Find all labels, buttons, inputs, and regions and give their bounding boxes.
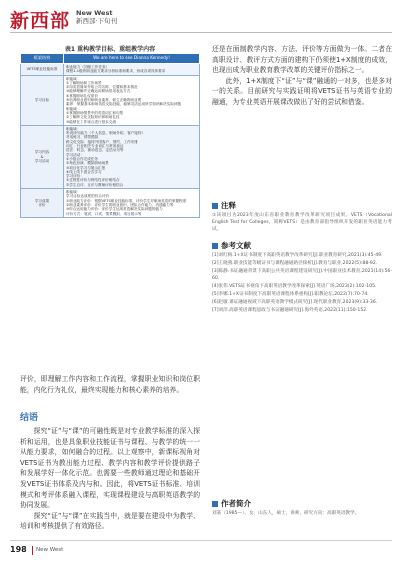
section-heading-conclusion: 结语: [20, 413, 39, 423]
table-row: [21, 64, 200, 76]
square-bullet-icon: [212, 501, 218, 507]
table-header-row: [21, 54, 200, 64]
author-bio: 刘某（1985—），女，山东人，硕士，讲师，研究方向：高职英语教学。: [212, 511, 360, 516]
table-cell-content: 职能域： 听说读写能力（个人信息、职场介绍、客户接待） 对话练习、情景模拟 跨文化交际：接待外国客户、预约、工作安排 词汇：行业相关专业词汇与常用表达 语法：时态、被动语态、定语从句等 学习活动： ①小组合作完成任务 ②角色扮演、模拟职场场景 ③项目化学习与展示汇报 ④线上线下混合式学习 学习评价： ①过程性评价与终结性评价相结合 ②学生自评、互评与教师评价相结合: [64, 125, 200, 188]
left-text-top: [20, 374, 200, 395]
magazine-name-cn: 新西部·下旬刊: [76, 17, 118, 25]
references-heading-text: 参考文献: [221, 241, 251, 250]
reference-item: [3]陈静.书证融通背景下高职公共英语课程建设研究[J].中国职业技术教育,2021(14):56-60.: [212, 269, 392, 281]
paragraph: 还是在面制教学内容、方法、评价等方面做为一体。二者在高职设计、教评方式方面的建构下仍须使1+X制度的成效，也现出成为职业教育教学改革的关键评价指标之一。: [212, 45, 392, 75]
curriculum-table: [20, 53, 200, 218]
page-header: [0, 0, 402, 34]
reference-item: [6]赵敏.课证融通视域下高职英语教学模式研究[J].现代职业教育,2023(9):33-36.: [212, 300, 378, 305]
table-cell-section: 学习内容 & 学习活动: [21, 125, 64, 188]
table-title: 表1 重构教学目标、重组教学内容: [64, 46, 156, 53]
footer-separator: [32, 546, 33, 555]
note-item: ①该项目为2023年度山东省职业教育教学改革研究项目成果。VETS（Vocational English Test for Colleges，简称VETS）是由教育部指导组织开发的职业英语能力考试。: [212, 213, 392, 232]
paragraph: 探究“证”与“课”的可融性既是对专业教学标准的深入探析和运用，也是具象职业技能证书与课程、与教学的统一一从能力要求，如何融合的过程。以上观察中，新课标视角对VETS证书为教出能力过程、教学内容和教学评价提供路子和发展学好一体化示范。也需要一些教师通过理论和基础开发VETS证书体系及内与和。因此，将VETS证书标准、培训模式和考评体系融入课程，实现课程建设与高职英语教学的协同发展。: [20, 427, 200, 510]
table-cell-content: 职业能力（初级工作任务） 课程1-1级的职业能力要求分析标准和要求，形成各项具体要求: [64, 64, 200, 76]
table-header-content: We are here to see Dianna Kennedy!: [64, 54, 200, 64]
table-cell-section: 学习目标: [21, 75, 64, 125]
footer-divider: [10, 540, 392, 541]
reference-item: [4]张伟.VETS证书视角下高职英语教学改革探索[J].英语广场,2023(2):102-105.: [212, 284, 377, 289]
square-bullet-icon: [212, 243, 218, 249]
reference-item: [7]刘洋.高职英语课程思政与书证融通研究[J].海外英语,2022(11):150-152.: [212, 308, 368, 313]
notes-heading-text: 注释: [221, 201, 236, 210]
page-number: 198: [10, 545, 27, 554]
left-text-body: [20, 426, 200, 532]
magazine-logo: 新西部: [10, 10, 71, 32]
table-cell-content: 职能域： ①了解职场和工作场景 ②用英语简单介绍公司名称、位置和基本情况 ③能够理解并正确运用职场常用表达方式 ④掌握职场礼仪常识 ⑤培养职业意识和职业素养，树立正确的职业观 素养：掌握基本职场英语交际技能，能够灵活运用所学知识解决实际问题 职能域： ①掌握职场情景中的英语词汇和句型 ②了解跨文化交际知识和职场礼仪 ③能够在工作场合进行基本交流: [64, 75, 200, 125]
magazine-name-en: New West: [76, 9, 113, 17]
footer-magazine-name: New West: [36, 547, 64, 553]
notes-text: [212, 212, 392, 234]
references-list: [212, 252, 392, 315]
paragraph: 此外，1+X制度下“证”与“课”融通的一对多，也是多对一的关系。目前研究与实践证明将VETS证书与英语专业的融通，为专业英语开展课改做出了好的尝试和借鉴。: [212, 76, 392, 106]
references-heading: [212, 240, 251, 251]
notes-heading: [212, 200, 236, 211]
table-header-framework: 框架结构: [21, 54, 64, 64]
reference-item: [2]王晓燕.职业技能等级证书与课程融通路径探析[J].教育与职业,2022(5):88-92.: [212, 261, 378, 266]
magazine-name: [76, 9, 117, 25]
right-text-top: [212, 44, 392, 108]
table-cell-section: VETS职业技能标准: [21, 64, 64, 76]
author-heading-text: 作者简介: [221, 499, 251, 508]
table-cell-content: 职能域： 学习目标达成度的综合评价 ①职业能力评价：根据VETS职业技能标准，评价学生对职场英语的掌握程度 ②职业素养评价：评价学生的职业意识、团队合作能力、沟通能力等 ③综合运用能力评价：评价学生运用英语解决实际问题的能力 评价方式：笔试、口试、情景模拟、项目展示等: [64, 189, 200, 218]
reference-item: [5]李娜.1+X证书制度下高职英语课程体系重构[J].职教论坛,2022(7):70-74.: [212, 292, 369, 297]
table-row: [21, 75, 200, 125]
paragraph: 评价，即理解工作内容和工作流程，掌握职业知识和岗位职能，内化行为礼仪，最终实现能力和核心素养的培养。: [20, 375, 200, 394]
author-heading: [212, 498, 251, 509]
table-row: [21, 189, 200, 218]
table-row: [21, 125, 200, 188]
paragraph: 探究“证”与“课”在实践当中，就是要在建设中为教学、培训和考核提供了有效路径。: [20, 511, 200, 531]
reference-item: [1]刘红梅.1+X证书制度下高职英语教学改革研究[J].职业教育研究,2021(3):45-49.: [212, 253, 383, 258]
header-divider: [10, 32, 392, 33]
table-cell-section: 学习成果 评价: [21, 189, 64, 218]
author-text: [212, 510, 392, 518]
square-bullet-icon: [212, 203, 218, 209]
